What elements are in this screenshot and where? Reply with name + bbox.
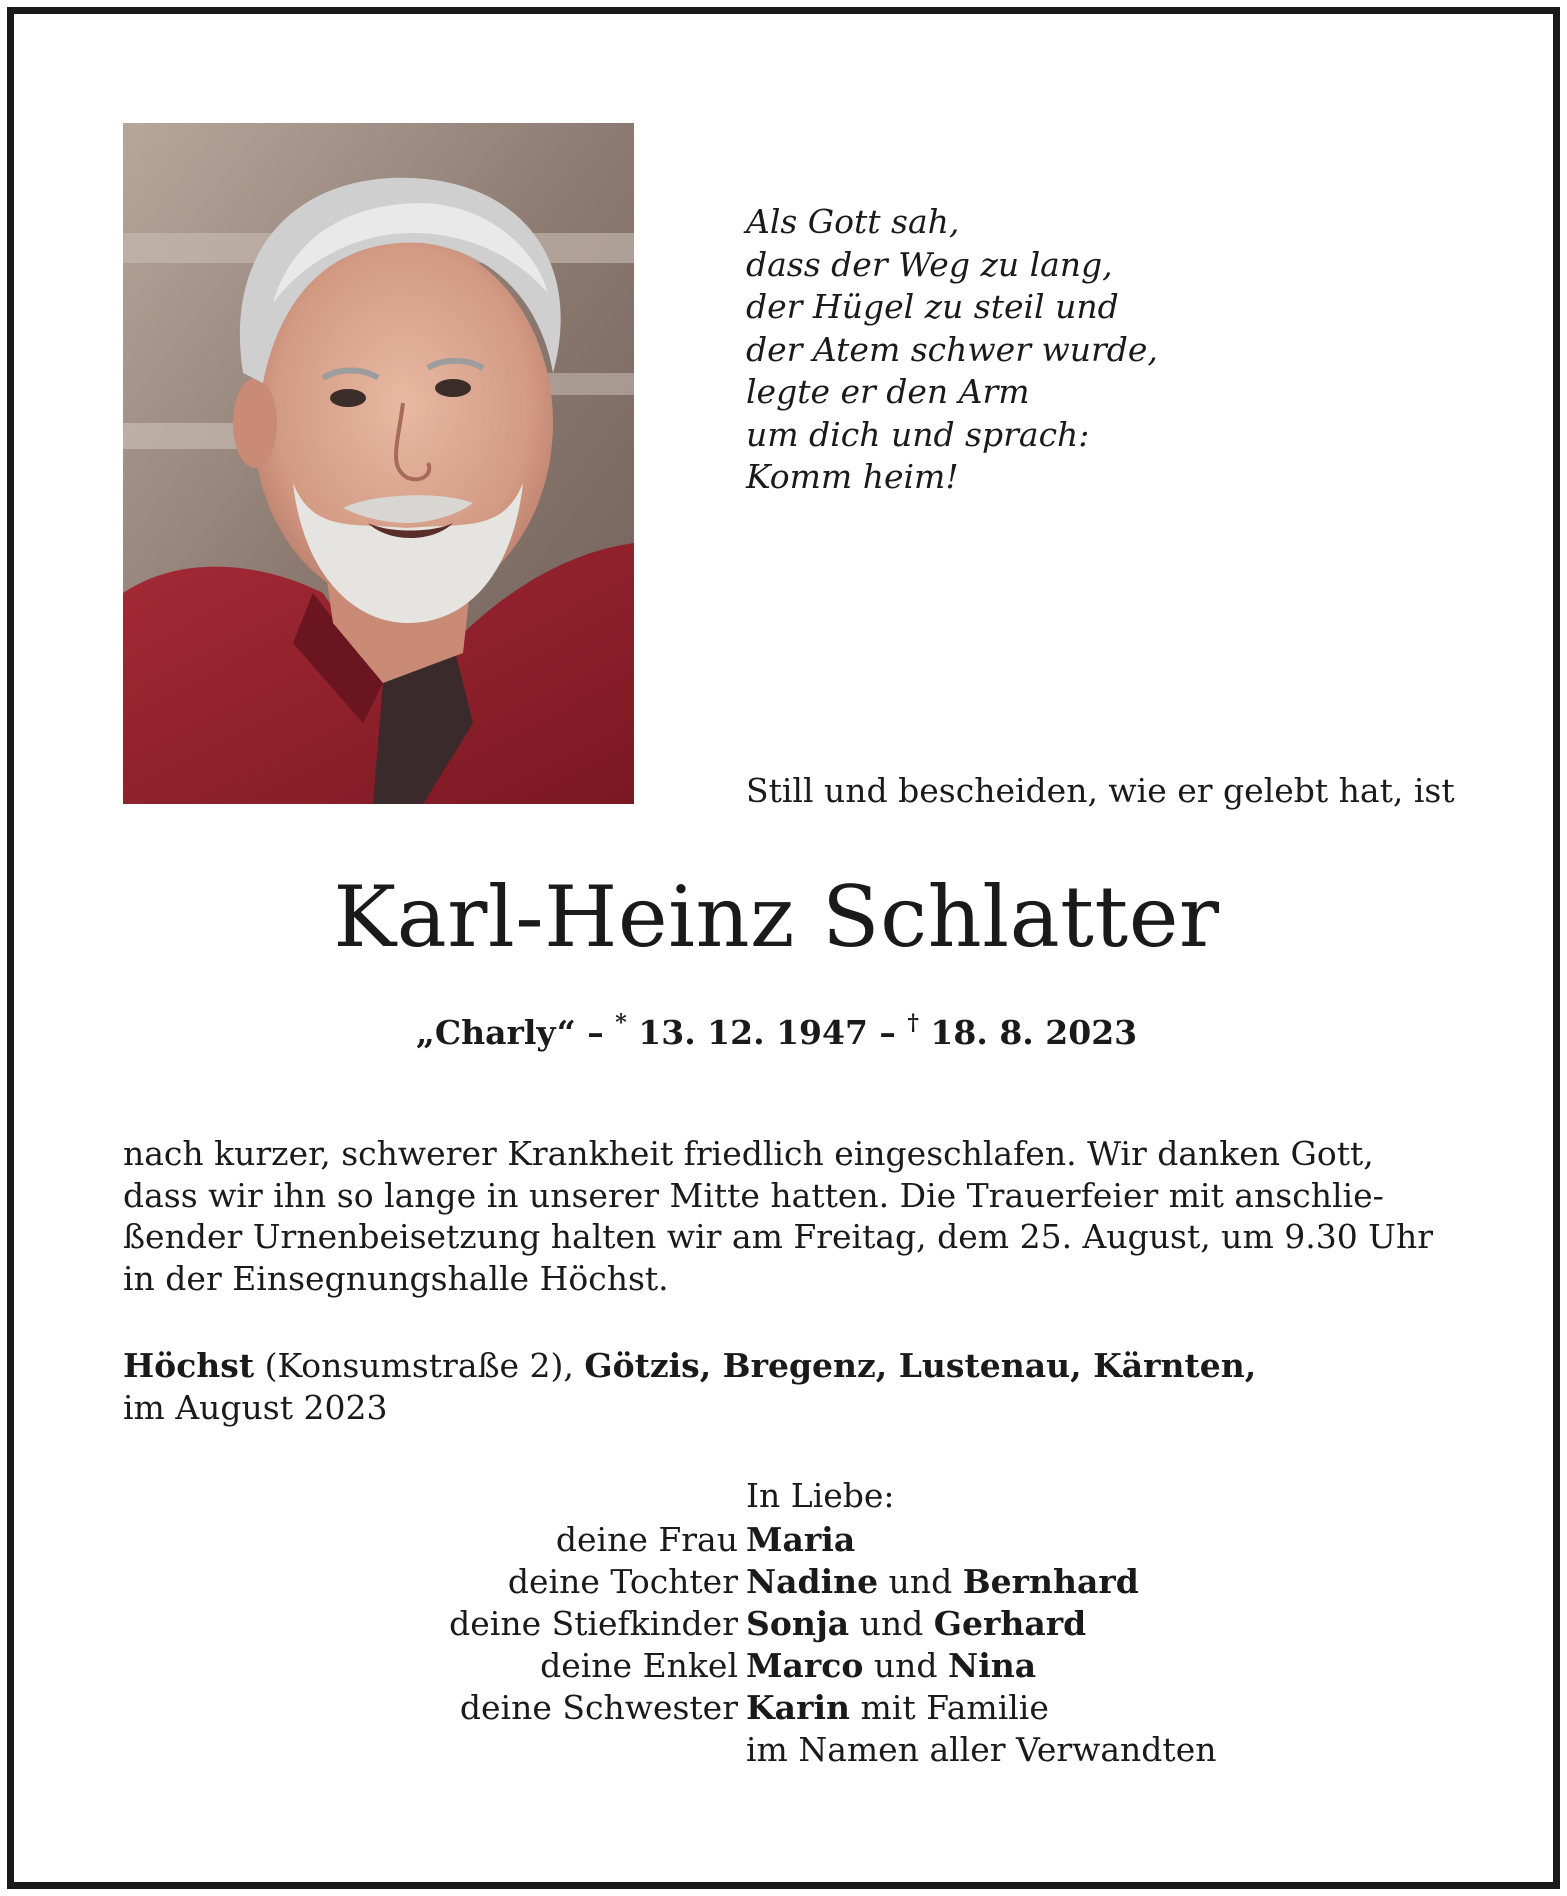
poem-line: der Hügel zu steil und xyxy=(746,287,1119,326)
intro-line: Still und bescheiden, wie er gelebt hat, ist xyxy=(746,771,1455,810)
family-joiner: mit Familie xyxy=(849,1688,1049,1727)
family-names xyxy=(746,1646,1036,1685)
body-line: ßender Urnenbeisetzung halten wir am Freitag, dem 25. August, um 9.30 Uhr xyxy=(123,1217,1434,1256)
relatives-line: im Namen aller Verwandten xyxy=(746,1730,1217,1769)
family-role: deine Stiefkinder xyxy=(449,1604,738,1643)
places-line xyxy=(123,1345,1256,1387)
family-name: Sonja xyxy=(746,1604,850,1643)
separator: – xyxy=(867,1013,908,1052)
dates-line xyxy=(0,1012,1553,1052)
family-row xyxy=(0,1730,1553,1772)
birth-date: 13. 12. 1947 xyxy=(626,1013,868,1052)
family-joiner: und xyxy=(863,1646,949,1685)
date-line: im August 2023 xyxy=(123,1388,388,1427)
family-joiner: und xyxy=(878,1562,963,1601)
deceased-name: Karl-Heinz Schlatter xyxy=(333,868,1220,966)
main-place: Höchst xyxy=(123,1346,255,1385)
portrait-photo xyxy=(123,123,634,804)
separator: – xyxy=(575,1013,616,1052)
nickname: „Charly“ xyxy=(415,1013,576,1052)
family-row xyxy=(0,1646,1553,1688)
family-name: Bernhard xyxy=(962,1562,1139,1601)
poem-line: legte er den Arm xyxy=(746,372,1030,411)
family-names xyxy=(746,1562,1139,1601)
announcement-text xyxy=(123,1133,1443,1299)
family-names xyxy=(746,1604,1086,1643)
family-name: Nina xyxy=(948,1646,1037,1685)
body-line: nach kurzer, schwerer Krankheit friedlich eingeschlafen. Wir danken Gott, xyxy=(123,1134,1374,1173)
family-role: deine Frau xyxy=(555,1520,738,1559)
family-role: deine Schwester xyxy=(459,1688,738,1727)
family-role: deine Tochter xyxy=(507,1562,738,1601)
family-name: Nadine xyxy=(746,1562,879,1601)
address: (Konsumstraße 2), xyxy=(254,1346,585,1385)
poem-line: Komm heim! xyxy=(746,457,959,496)
family-joiner: und xyxy=(849,1604,934,1643)
poem-line: Als Gott sah, xyxy=(746,202,960,241)
body-line: dass wir ihn so lange in unserer Mitte hatten. Die Trauerfeier mit anschlie- xyxy=(123,1175,1384,1215)
family-row xyxy=(0,1604,1553,1646)
places-block xyxy=(123,1345,1256,1429)
family-name: Karin xyxy=(746,1688,850,1727)
family-row xyxy=(0,1562,1553,1604)
family-name: Marco xyxy=(746,1646,864,1685)
in-love-label: In Liebe: xyxy=(746,1476,895,1515)
birth-symbol: * xyxy=(615,1010,627,1036)
family-row xyxy=(0,1688,1553,1730)
family-role: deine Enkel xyxy=(540,1646,738,1685)
poem-line: der Atem schwer wurde, xyxy=(746,329,1158,369)
poem xyxy=(746,201,1158,499)
death-symbol: † xyxy=(907,1010,919,1036)
family-name: Maria xyxy=(746,1520,856,1559)
body-line: in der Einsegnungshalle Höchst. xyxy=(123,1258,669,1298)
death-date: 18. 8. 2023 xyxy=(918,1013,1138,1052)
family-name: Gerhard xyxy=(933,1604,1087,1643)
family-names xyxy=(746,1520,855,1559)
poem-line: um dich und sprach: xyxy=(746,414,1090,454)
family-names xyxy=(746,1688,1049,1727)
poem-line: dass der Weg zu lang, xyxy=(746,244,1113,284)
other-places: Götzis, Bregenz, Lustenau, Kärnten, xyxy=(584,1346,1257,1385)
family-row xyxy=(0,1520,1553,1562)
